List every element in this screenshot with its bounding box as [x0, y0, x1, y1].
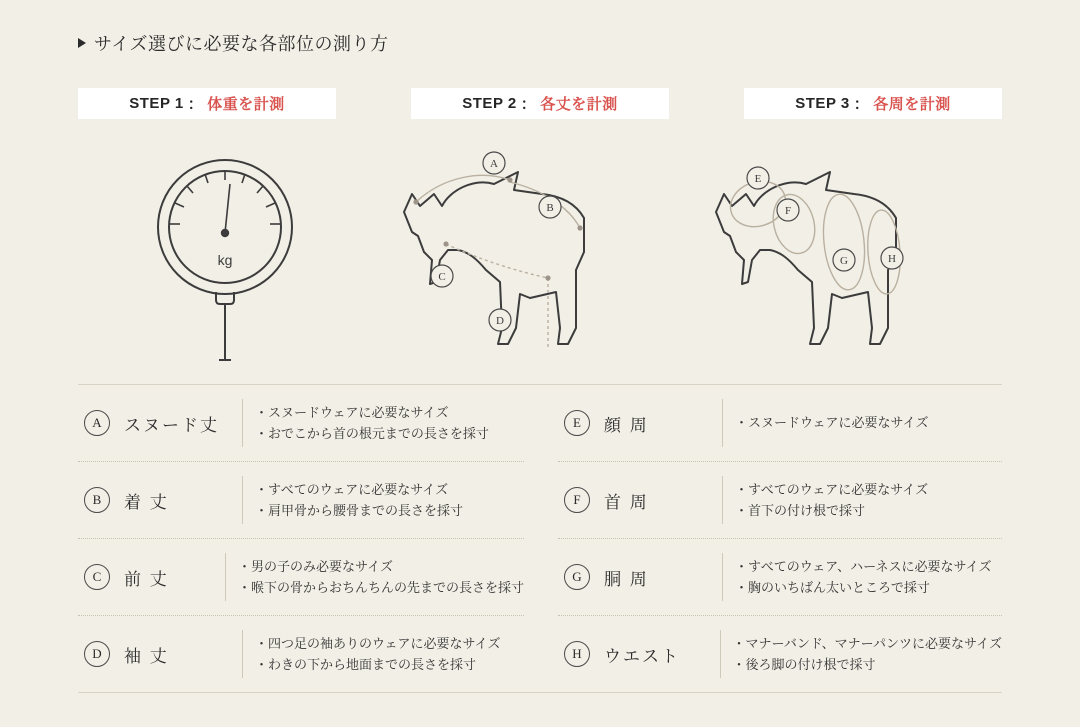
- illustration-row: [78, 132, 1002, 372]
- step-header-row: [78, 88, 1002, 119]
- legend-desc-a-2: ・おでこから首の根元までの長さを採寸: [255, 426, 489, 441]
- legend-row-b: [78, 462, 524, 539]
- legend-descriptions-e: [735, 412, 928, 433]
- weight-scale-icon: [78, 132, 378, 372]
- legend-separator-e: [722, 399, 723, 447]
- legend-descriptions-d: [255, 633, 500, 676]
- legend-badge-a: A: [84, 410, 110, 436]
- legend-descriptions-h: [733, 633, 1003, 676]
- legend-badge-b: B: [84, 487, 110, 513]
- step-detail-3: 各周を計測: [873, 96, 951, 113]
- legend-separator-h: [720, 630, 721, 678]
- legend-desc-f-1: ・すべてのウェアに必要なサイズ: [735, 481, 929, 497]
- divider-bottom: [78, 692, 1002, 693]
- step-separator-2: ：: [520, 96, 537, 113]
- legend-term-c: 前 丈: [124, 569, 169, 589]
- dog-side-icon: [390, 132, 690, 372]
- legend-desc-e-1: ・スヌードウェアに必要なサイズ: [735, 415, 929, 431]
- legend-badge-g: G: [564, 564, 590, 590]
- legend-desc-h-2: ・後ろ脚の付け根で採寸: [732, 657, 876, 672]
- legend-desc-b-1: ・すべてのウェアに必要なサイズ: [255, 481, 449, 497]
- step-badge-2: [411, 88, 669, 119]
- legend-desc-g-2: ・胸のいちばん太いところで採寸: [735, 580, 930, 595]
- legend-badge-d: D: [84, 641, 110, 667]
- legend-desc-f-2: ・首下の付け根で採寸: [735, 503, 866, 518]
- legend-badge-c: C: [84, 564, 110, 590]
- triangle-right-icon: [78, 38, 86, 48]
- marker-a-label: A: [490, 158, 498, 170]
- measurement-legend: [78, 385, 1002, 692]
- step-badge-1: [78, 88, 336, 119]
- legend-term-e: 顔 周: [604, 415, 649, 435]
- legend-term-a: スヌード丈: [124, 415, 219, 435]
- legend-separator-f: [722, 476, 723, 524]
- legend-desc-g-1: ・すべてのウェア、ハーネスに必要なサイズ: [735, 558, 992, 574]
- legend-badge-e: E: [564, 410, 590, 436]
- legend-row-e: [558, 385, 1002, 462]
- legend-term-d: 袖 丈: [124, 646, 169, 666]
- legend-column-left: [78, 385, 540, 692]
- legend-term-h: ウエスト: [604, 646, 680, 666]
- legend-descriptions-f: [735, 479, 928, 522]
- legend-term-f: 首 周: [604, 492, 649, 512]
- page-heading: [78, 30, 389, 56]
- dog-side-illustration: [390, 132, 690, 372]
- legend-desc-c-1: ・男の子のみ必要なサイズ: [237, 558, 393, 574]
- dog-girth-illustration: [702, 132, 1002, 372]
- scale-unit-label: kg: [217, 252, 233, 268]
- legend-descriptions-b: [255, 479, 463, 522]
- legend-row-f: [558, 462, 1002, 539]
- marker-f-label: F: [784, 205, 792, 217]
- legend-descriptions-a: [255, 402, 489, 445]
- legend-term-b: 着 丈: [124, 492, 169, 512]
- marker-h-label: H: [888, 253, 896, 265]
- legend-badge-h: H: [564, 641, 590, 667]
- page-title: サイズ選びに必要な各部位の測り方: [94, 34, 389, 54]
- step-separator-3: ：: [853, 96, 870, 113]
- legend-descriptions-c: [238, 556, 524, 599]
- legend-desc-d-1: ・四つ足の袖ありのウェアに必要なサイズ: [255, 635, 501, 651]
- legend-desc-c-2: ・喉下の骨からおちんちんの先までの長さを採寸: [237, 580, 524, 595]
- legend-row-g: [558, 539, 1002, 616]
- legend-descriptions-g: [735, 556, 992, 599]
- legend-column-right: [540, 385, 1002, 692]
- legend-term-g: 胴 周: [604, 569, 649, 589]
- marker-d-label: D: [496, 315, 504, 327]
- marker-g-label: G: [840, 255, 848, 267]
- step-detail-2: 各丈を計測: [540, 96, 618, 113]
- legend-desc-h-1: ・マナーバンド、マナーパンツに必要なサイズ: [732, 635, 1002, 651]
- legend-row-d: [78, 616, 524, 692]
- marker-b-label: B: [546, 202, 554, 214]
- legend-row-h: [558, 616, 1002, 692]
- legend-separator-a: [242, 399, 243, 447]
- marker-e-label: E: [754, 173, 762, 185]
- step-badge-3: [744, 88, 1002, 119]
- legend-separator-b: [242, 476, 243, 524]
- legend-desc-a-1: ・スヌードウェアに必要なサイズ: [255, 404, 449, 420]
- step-label-2: STEP 2: [462, 95, 517, 112]
- legend-separator-d: [242, 630, 243, 678]
- legend-row-a: [78, 385, 524, 462]
- step-label-3: STEP 3: [795, 95, 850, 112]
- legend-desc-d-2: ・わきの下から地面までの長さを採寸: [255, 657, 477, 672]
- step-label-1: STEP 1: [129, 95, 184, 112]
- step-detail-1: 体重を計測: [207, 96, 285, 113]
- legend-separator-g: [722, 553, 723, 601]
- step-separator-1: ：: [187, 96, 204, 113]
- legend-badge-f: F: [564, 487, 590, 513]
- dog-girth-icon: [702, 132, 1002, 372]
- legend-desc-b-2: ・肩甲骨から腰骨までの長さを採寸: [255, 503, 464, 518]
- legend-separator-c: [225, 553, 226, 601]
- marker-c-label: C: [438, 271, 446, 283]
- legend-row-c: [78, 539, 524, 616]
- scale-illustration: [78, 132, 378, 372]
